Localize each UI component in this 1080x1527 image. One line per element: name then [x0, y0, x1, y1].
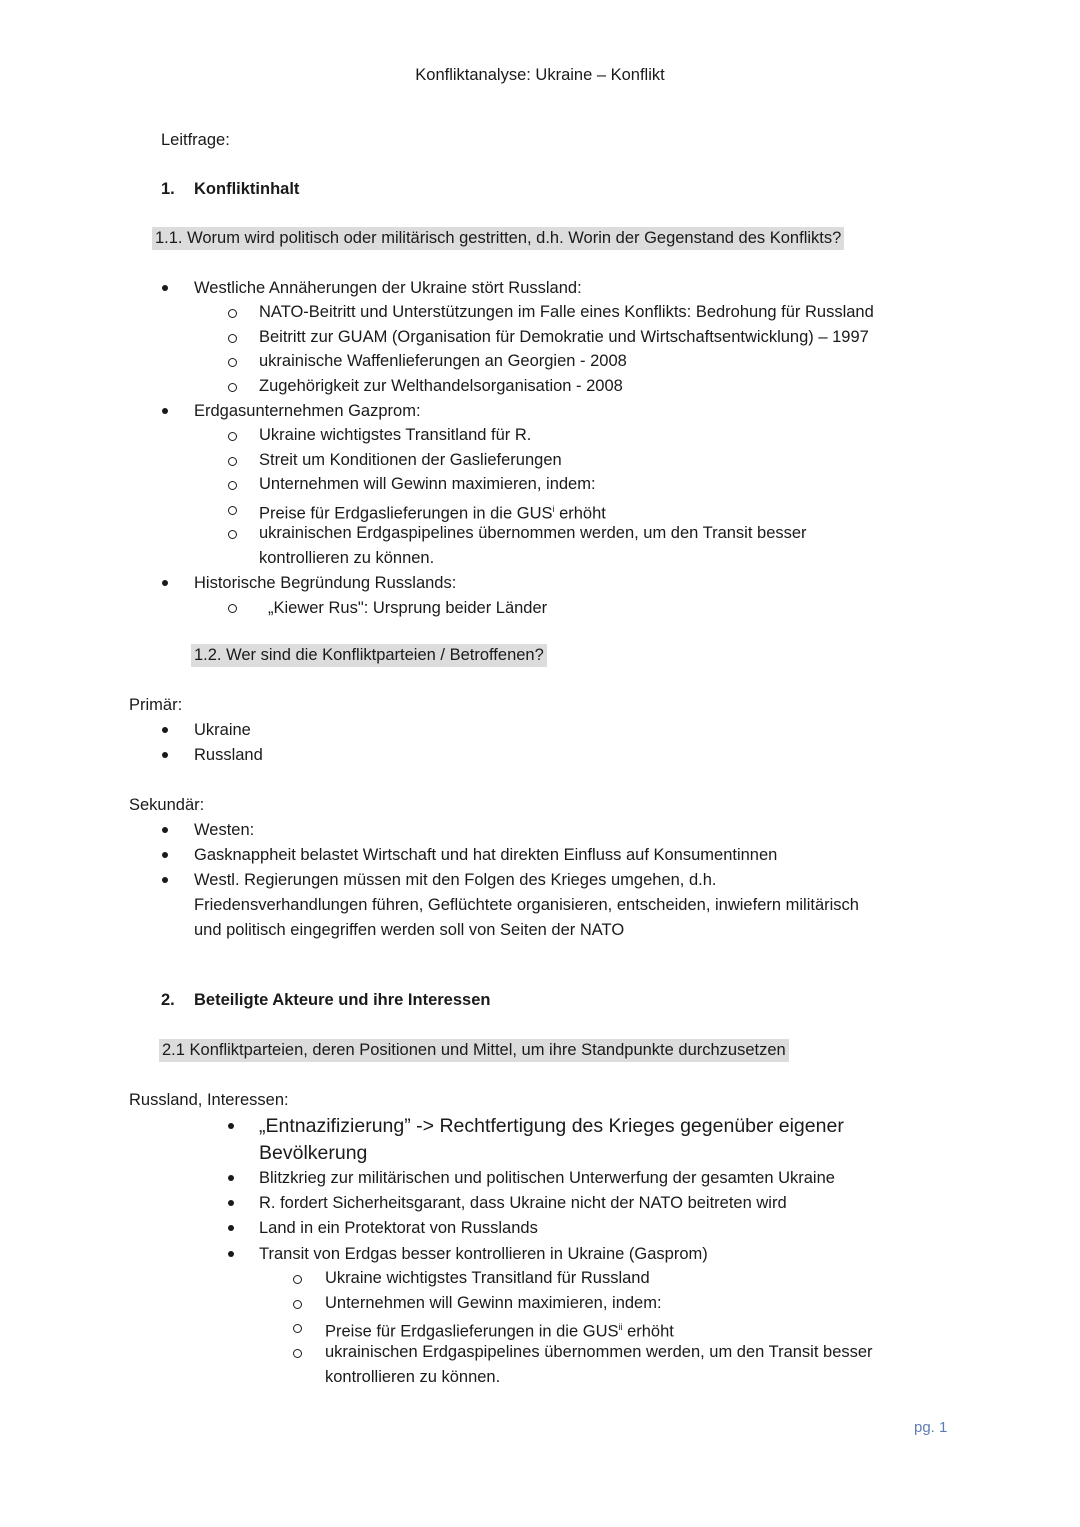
bullet-westliche: Westliche Annäherungen der Ukraine stört Russland:	[194, 279, 582, 297]
footnote-marker: ii	[618, 1322, 623, 1332]
sub-item-text: Preise für Erdgaslieferungen in die GUS	[259, 504, 553, 523]
interest-item: Blitzkrieg zur militärischen und politischen Unterwerfung der gesamten Ukraine	[259, 1169, 835, 1187]
bullet-icon	[228, 1251, 234, 1257]
interest-item: Land in ein Protektorat von Russlands	[259, 1219, 538, 1237]
question-1-1: 1.1. Worum wird politisch oder militärisch gestritten, d.h. Worin der Gegenstand des Konflikts?	[152, 227, 844, 250]
sub-item: Beitritt zur GUAM (Organisation für Demokratie und Wirtschaftsentwicklung) – 1997	[259, 328, 869, 346]
bullet-icon	[228, 1225, 234, 1231]
party-item-continued: und politisch eingegriffen werden soll von Seiten der NATO	[194, 921, 625, 939]
bullet-icon	[228, 1123, 234, 1129]
sub-item: Unternehmen will Gewinn maximieren, indem:	[325, 1294, 662, 1312]
circle-bullet-icon	[228, 457, 237, 466]
party-item: Russland	[194, 746, 263, 764]
sub-item: „Kiewer Rus": Ursprung beider Länder	[268, 599, 548, 617]
page-title: Konfliktanalyse: Ukraine – Konflikt	[415, 66, 665, 84]
sub-item-text-end: erhöht	[622, 1322, 674, 1341]
primaer-label: Primär:	[129, 696, 183, 714]
russland-label: Russland, Interessen:	[129, 1091, 289, 1109]
sub-item: Ukraine wichtigstes Transitland für Russland	[325, 1269, 650, 1287]
bullet-icon	[228, 1175, 234, 1181]
question-2-1: 2.1 Konfliktparteien, deren Positionen und Mittel, um ihre Standpunkte durchzusetzen	[159, 1039, 789, 1062]
sub-item: Unternehmen will Gewinn maximieren, indem:	[259, 475, 596, 493]
sub-item: Streit um Konditionen der Gaslieferungen	[259, 451, 562, 469]
interest-item: Transit von Erdgas besser kontrollieren in Ukraine (Gasprom)	[259, 1245, 708, 1263]
sub-item: ukrainische Waffenlieferungen an Georgien - 2008	[259, 352, 627, 370]
sub-item-continued: kontrollieren zu können.	[325, 1368, 501, 1386]
circle-bullet-icon	[228, 334, 237, 343]
bullet-icon	[162, 285, 168, 291]
party-item: Gasknappheit belastet Wirtschaft und hat direkten Einfluss auf Konsumentinnen	[194, 846, 778, 864]
section1-number: 1.	[161, 180, 175, 198]
section2-number: 2.	[161, 991, 175, 1009]
circle-bullet-icon	[228, 432, 237, 441]
circle-bullet-icon	[293, 1349, 302, 1358]
bullet-icon	[162, 877, 168, 883]
bullet-icon	[162, 408, 168, 414]
circle-bullet-icon	[228, 506, 237, 515]
sub-item: NATO-Beitritt und Unterstützungen im Falle eines Konflikts: Bedrohung für Russland	[259, 303, 874, 321]
circle-bullet-icon	[228, 309, 237, 318]
sub-item-text-end: erhöht	[554, 504, 606, 523]
bullet-icon	[162, 852, 168, 858]
interest-item: R. fordert Sicherheitsgarant, dass Ukraine nicht der NATO beitreten wird	[259, 1194, 787, 1212]
circle-bullet-icon	[293, 1300, 302, 1309]
sub-item: ukrainischen Erdgaspipelines übernommen werden, um den Transit besser	[325, 1343, 873, 1361]
bullet-icon	[228, 1200, 234, 1206]
bullet-historisch: Historische Begründung Russlands:	[194, 574, 457, 592]
party-item: Westl. Regierungen müssen mit den Folgen des Krieges umgehen, d.h.	[194, 871, 717, 889]
party-item: Westen:	[194, 821, 255, 839]
sub-item: Ukraine wichtigstes Transitland für R.	[259, 426, 532, 444]
footnote-marker: i	[552, 504, 555, 514]
bullet-icon	[162, 580, 168, 586]
bullet-icon	[162, 752, 168, 758]
circle-bullet-icon	[293, 1275, 302, 1284]
section1-title: Konfliktinhalt	[194, 180, 300, 198]
sub-item: Zugehörigkeit zur Welthandelsorganisation - 2008	[259, 377, 623, 395]
circle-bullet-icon	[228, 530, 237, 539]
bullet-icon	[162, 827, 168, 833]
sekundaer-label: Sekundär:	[129, 796, 205, 814]
leitfrage-label: Leitfrage:	[161, 131, 230, 149]
sub-item-continued: kontrollieren zu können.	[259, 549, 435, 567]
page-number: pg. 1	[914, 1419, 948, 1436]
section2-title: Beteiligte Akteure und ihre Interessen	[194, 991, 491, 1009]
circle-bullet-icon	[293, 1324, 302, 1333]
party-item: Ukraine	[194, 721, 251, 739]
circle-bullet-icon	[228, 604, 237, 613]
sub-item-text: Preise für Erdgaslieferungen in die GUS	[325, 1322, 619, 1341]
bullet-icon	[162, 727, 168, 733]
interest-item: „Entnazifizierung” -> Rechtfertigung des Krieges gegenüber eigener	[259, 1115, 844, 1137]
circle-bullet-icon	[228, 383, 237, 392]
interest-item-continued: Bevölkerung	[259, 1142, 368, 1164]
sub-item: ukrainischen Erdgaspipelines übernommen werden, um den Transit besser	[259, 524, 807, 542]
question-1-2: 1.2. Wer sind die Konfliktparteien / Betroffenen?	[191, 644, 547, 667]
circle-bullet-icon	[228, 358, 237, 367]
bullet-gazprom: Erdgasunternehmen Gazprom:	[194, 402, 421, 420]
circle-bullet-icon	[228, 481, 237, 490]
party-item-continued: Friedensverhandlungen führen, Geflüchtete organisieren, entscheiden, inwiefern militärisch	[194, 896, 859, 914]
